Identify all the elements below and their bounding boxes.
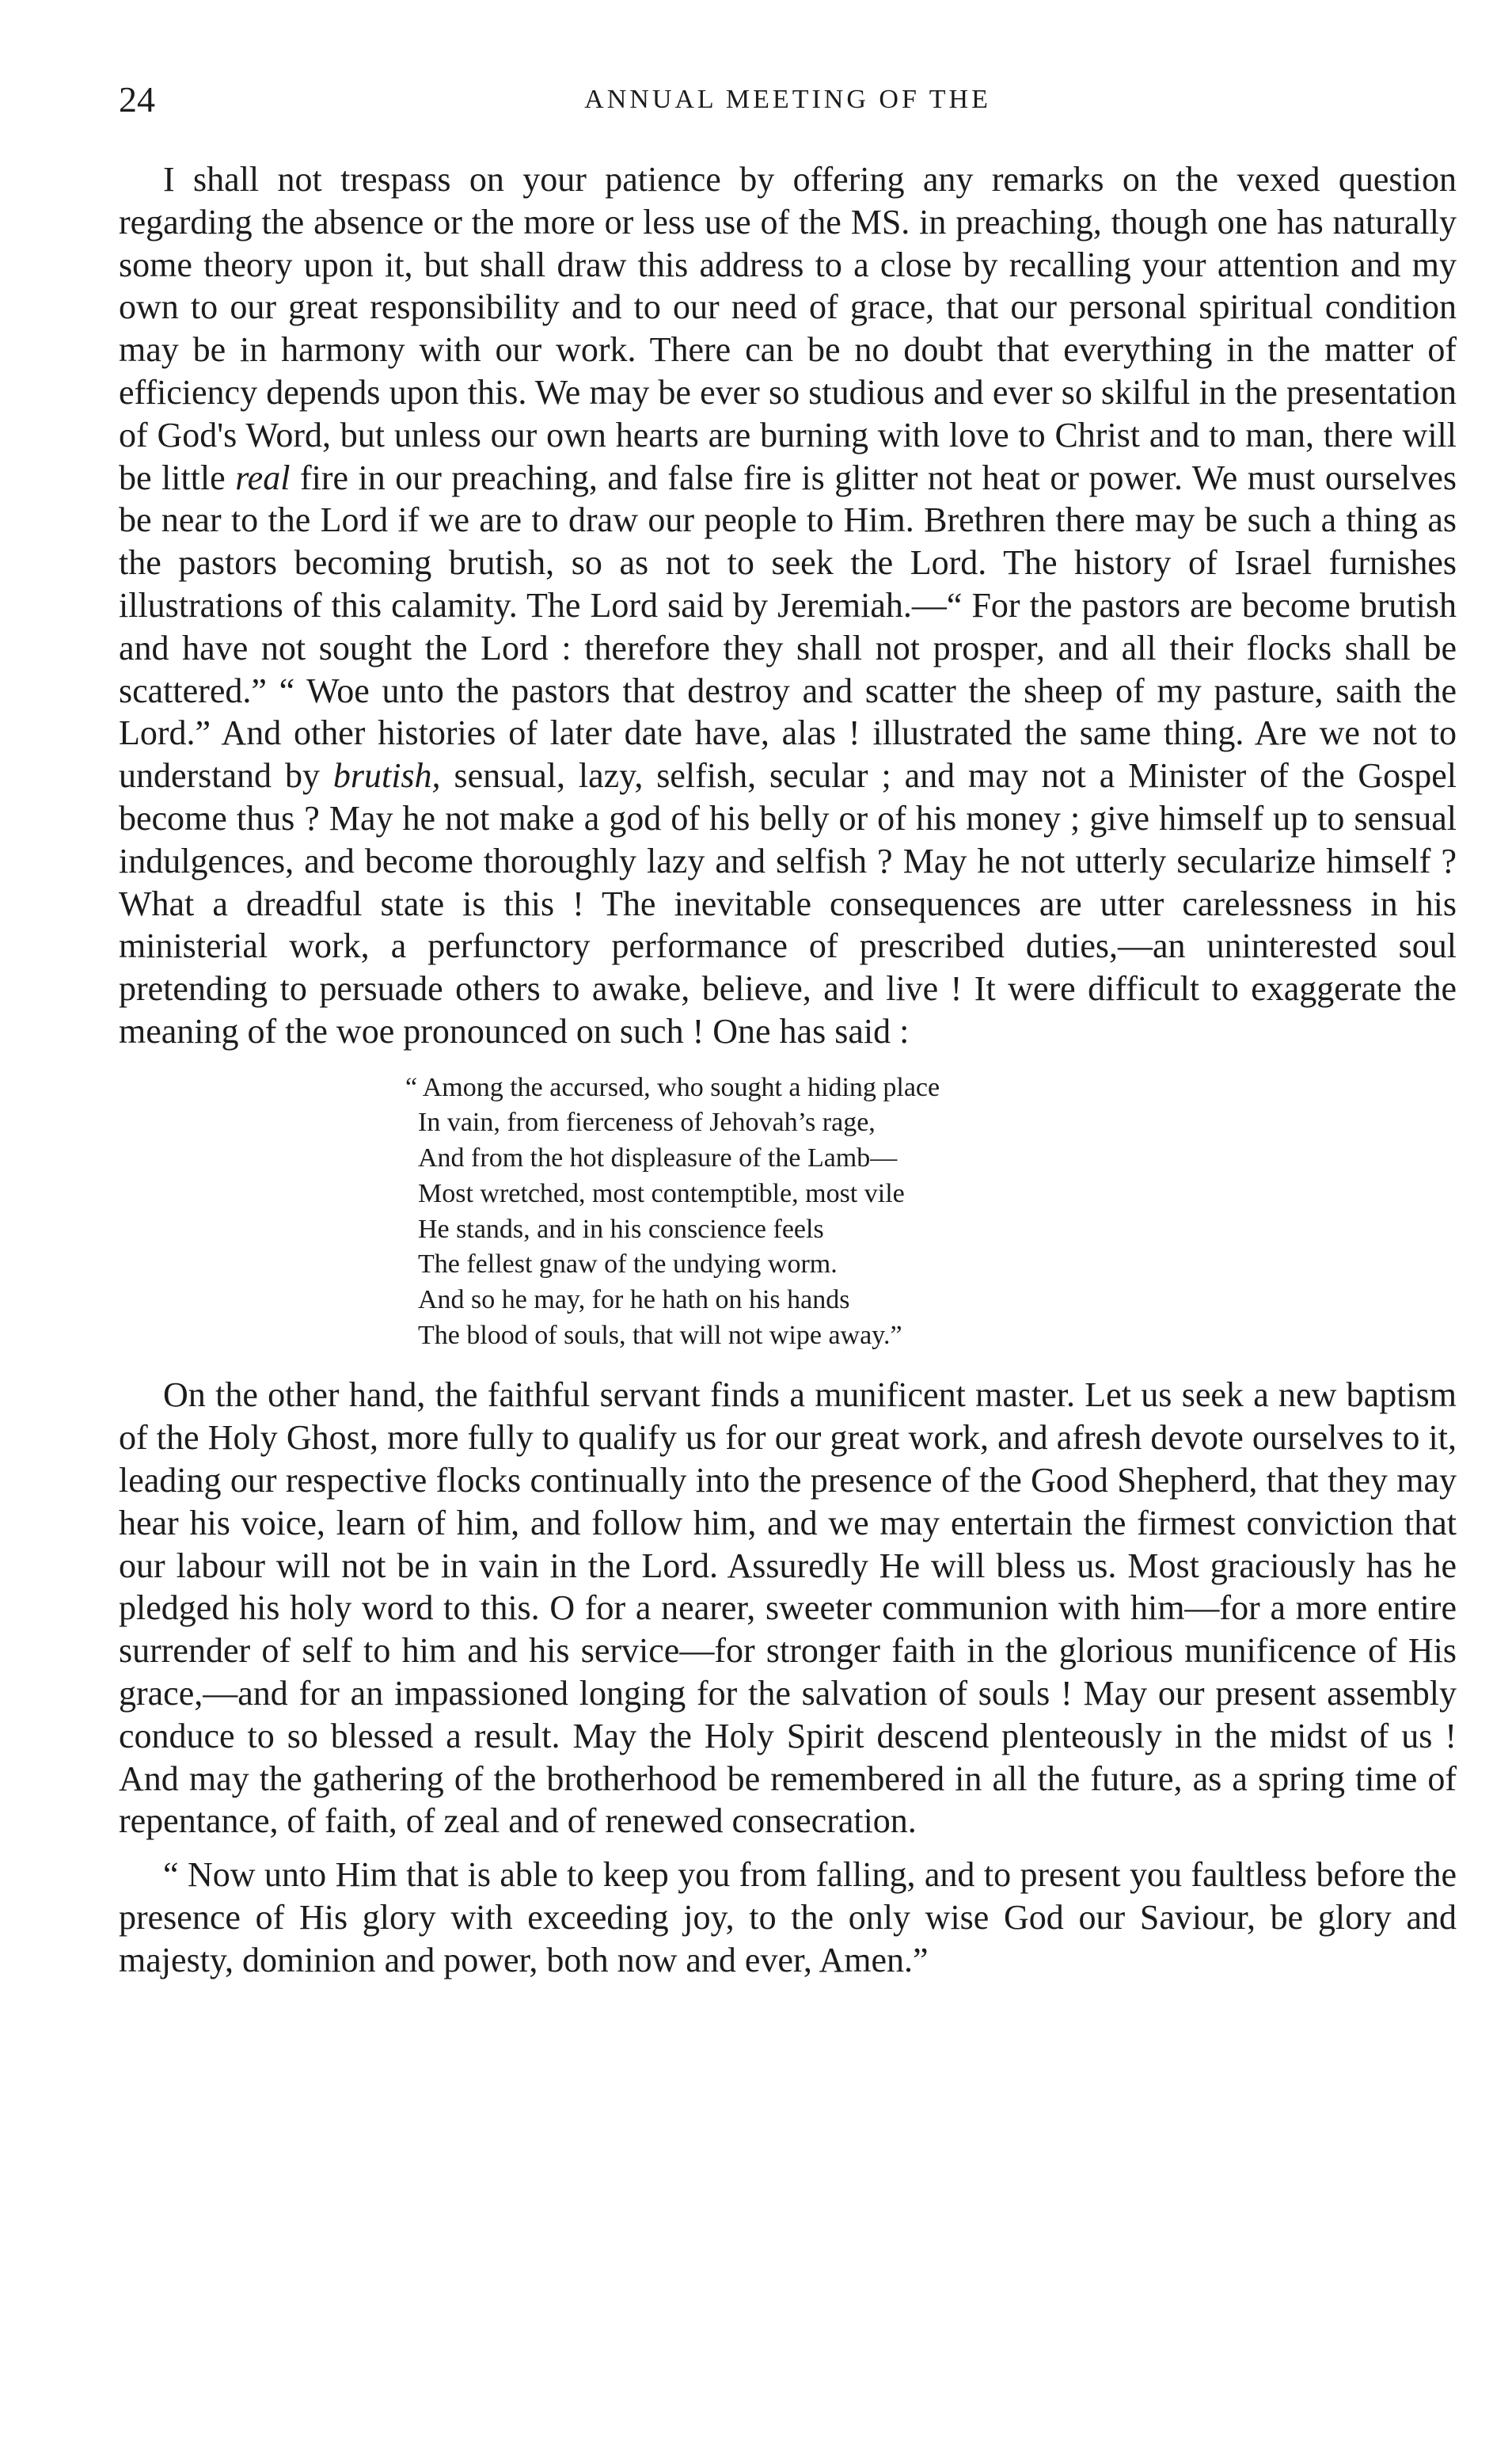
body-text [119, 158, 1457, 1982]
poem-line: The fellest gnaw of the undying worm. [418, 1249, 838, 1280]
poem-line: And so he may, for he hath on his hands [418, 1284, 850, 1314]
poem-line: “ Among the accursed, who sought a hiding place [405, 1072, 940, 1102]
paragraph-faithful-servant: On the other hand, the faithful servant finds a munificent master. Let us seek a new baptism of the Holy Ghost, more fully to qualify us for our great work, and afresh devote ourselves to it, leading our respective flocks continually into the presence of the Good Shepherd, that they may hear his voice, learn of him, and follow him, and we may entertain the firmest conviction that our labour will not be in vain in the Lord. Assuredly He will bless us. Most graciously has he pledged his holy word to this. O for a nearer, sweeter communion with him—for a more entire surrender of self to him and his service—for stronger faith in the glorious munificence of His grace,—and for an impassioned longing for the salvation of souls ! May our present assembly conduce to so blessed a result. May the Holy Spirit descend plenteously in the midst of us ! And may the gathering of the brotherhood be remembered in all the future, as a spring time of repentance, of faith, of zeal and of renewed consecration. [119, 1375, 1457, 1841]
paragraph-benediction: “ Now unto Him that is able to keep you from falling, and to present you faultless before the presence of His glory with exceeding joy, to the only wise God our Saviour, be glory and majesty, dominion and power, both now and ever, Amen.” [119, 1855, 1457, 1979]
italic-word-brutish: brutish, [332, 756, 441, 796]
poem-line: Most wretched, most contemptible, most vile [418, 1178, 905, 1208]
paragraph-text: sensual, lazy, selfish, secular ; and may not a Minister of the Gospel become thus ? May he not make a god of his belly or of his money ; give himself up to sensual indulgences, and become thoroughly lazy and selfish ? May he not utterly secularize himself ? What a dreadful state is this ! The inevitable consequences are utter carelessness in his ministerial work, a perfunctory performance of prescribed duties,—an uninterested soul pretending to persuade others to awake, believe, and live ! It were difficult to exaggerate the meaning of the woe pronounced on such ! One has said : [119, 756, 1457, 1051]
page-header [119, 76, 1457, 124]
page-number: 24 [119, 79, 155, 120]
paragraph-text: fire in our preaching, and false fire is glitter not heat or power. We must ourselves be near to the Lord if we are to draw our people to Him. Brethren there may be such a thing as the pastors becoming brutish, so as not to seek the Lord. The history of Israel furnishes illustrations of this calamity. The Lord said by Jeremiah.—“ For the pastors are become brutish and have not sought the Lord : therefore they shall not prosper, and all their flocks shall be scattered.” “ Woe unto the pastors that destroy and scatter the sheep of my pasture, saith the Lord.” And other histories of later date have, alas ! illustrated the same thing. Are we not to understand by [119, 458, 1457, 796]
italic-word-real: real [235, 458, 291, 497]
paragraph-text: I shall not trespass on your patience by offering any remarks on the vexed question regarding the absence or the more or less use of the MS. in preaching, though one has naturally some theory upon it, but shall draw this address to a close by recalling your attention and my own to our great responsibility and to our need of grace, that our personal spiritual condition may be in harmony with our work. There can be no doubt that everything in the matter of efficiency depends upon this. We may be ever so studious and ever so skilful in the presentation of God's Word, but unless our own hearts are burning with love to Christ and to man, there will be little [119, 160, 1457, 497]
poem-line: The blood of souls, that will not wipe away.” [418, 1320, 902, 1350]
paragraph-responsibility [119, 158, 1457, 1053]
poem-line: And from the hot displeasure of the Lamb— [418, 1143, 898, 1173]
running-head: ANNUAL MEETING OF THE [584, 85, 991, 114]
poem-line: He stands, and in his conscience feels [418, 1214, 824, 1244]
poem-quotation [119, 1070, 1457, 1354]
poem-line: In vain, from fierceness of Jehovah’s rage, [418, 1108, 876, 1138]
